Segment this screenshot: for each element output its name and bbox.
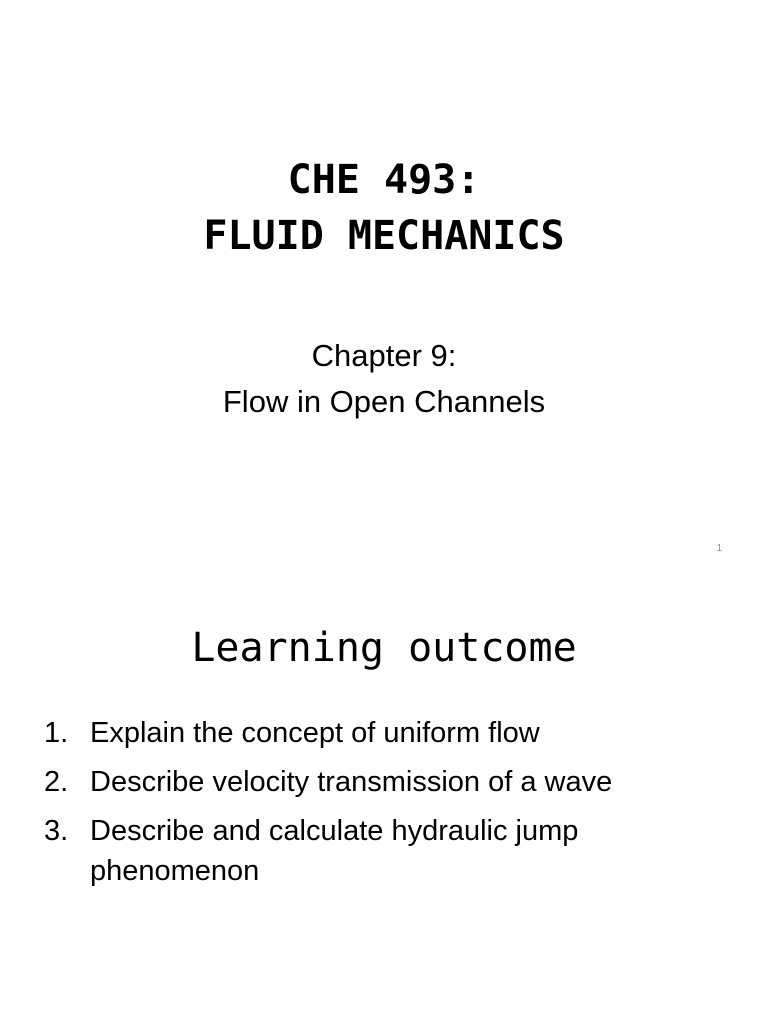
learning-outcome-slide [0,575,768,1024]
course-title [0,152,768,264]
list-item-number: 2. [44,766,69,798]
list-item [44,762,744,802]
page-number: 1 [716,543,722,554]
list-item-number: 1. [44,717,69,749]
chapter-number: Chapter 9: [311,338,457,373]
list-item-text: Describe and calculate hydraulic jump phenomenon [90,815,579,887]
list-item [44,811,744,891]
learning-outcome-heading: Learning outcome [191,625,577,671]
chapter-title [0,333,768,425]
course-code: CHE 493: [287,157,481,203]
course-name: FLUID MECHANICS [203,213,565,259]
outcome-list [44,713,744,900]
list-item-text: Describe velocity transmission of a wave [90,766,613,798]
list-item-number: 3. [44,815,69,847]
list-item-text: Explain the concept of uniform flow [90,717,540,749]
chapter-name: Flow in Open Channels [222,384,546,419]
list-item [44,713,744,753]
